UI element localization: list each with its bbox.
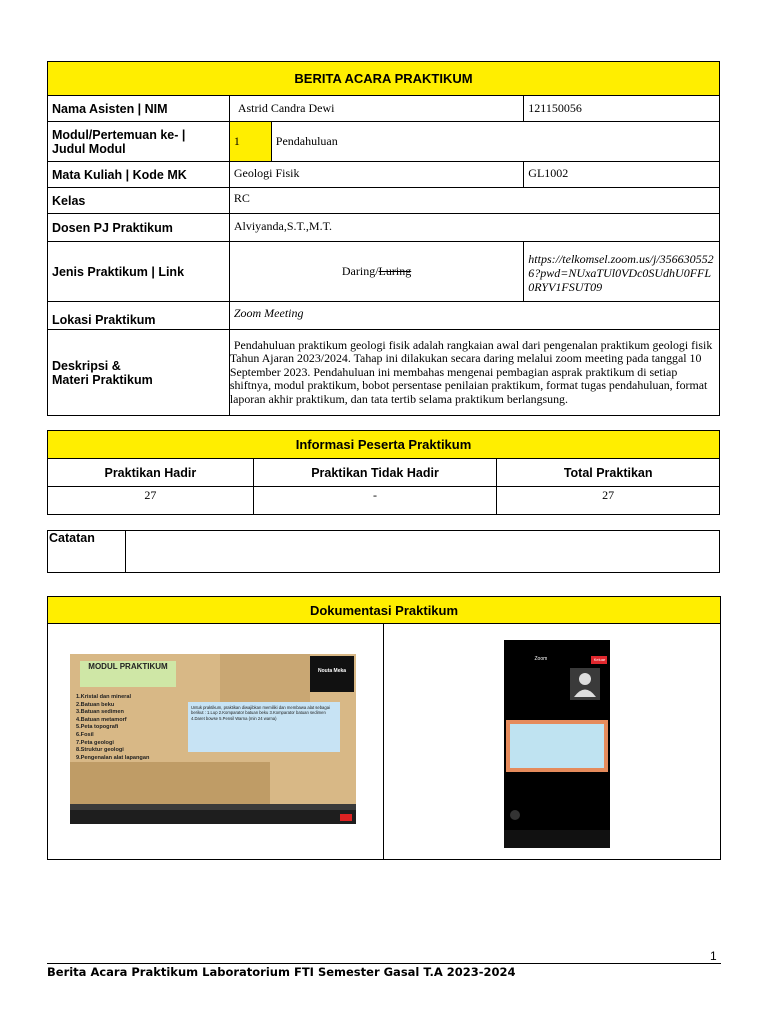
jenis-label: Jenis Praktikum | Link [48,242,230,302]
documentation-cell-2 [384,624,721,860]
kelas-label: Kelas [48,188,230,214]
dosen-value: Alviyanda,S.T.,M.T. [229,214,719,242]
modul-label-line2: Judul Modul [52,141,126,156]
zoom-screenshot-desktop [70,654,356,824]
user-icon [570,668,600,700]
slide-list-item: 7.Peta geologi [76,739,114,746]
report-title: BERITA ACARA PRAKTIKUM [48,62,720,96]
matkul-code: GL1002 [524,162,720,188]
zoom-toolbar [70,810,356,824]
matkul-label: Mata Kuliah | Kode MK [48,162,230,188]
asisten-name: Astrid Candra Dewi [229,96,523,122]
pen-icon [510,810,520,820]
report-table [47,61,720,416]
dosen-label: Dosen PJ Praktikum [48,214,230,242]
leave-button: Keluar [591,656,607,664]
zoom-label: Zoom [534,656,548,662]
header-total: Total Praktikan [497,459,720,487]
slide-list-item: 6.Fosil [76,731,94,738]
footer-text: Berita Acara Praktikum Laboratorium FTI Semester Gasal T.A 2023-2024 [47,965,516,979]
end-meeting-button [340,814,352,821]
peserta-title: Informasi Peserta Praktikum [48,431,720,459]
jenis-link[interactable]: https://telkomsel.zoom.us/j/3566305526?pwd=NUxaTUl0VDc0SUdhU0FFL0RYV1FSUT09 [524,242,720,302]
modul-label-line1: Modul/Pertemuan ke- | [52,127,186,142]
jenis-luring: Luring [378,264,412,278]
jenis-mode [229,242,523,302]
catatan-value[interactable] [125,531,719,573]
participant-tile [310,656,354,692]
slide-title: MODUL PRAKTIKUM [80,661,176,687]
status-bar [504,640,610,650]
modul-title: Pendahuluan [271,122,719,162]
slide-list-item: 5.Peta topografi [76,724,119,731]
lokasi-label: Lokasi Praktikum [48,302,230,330]
slide-list-item: 4.Batuan metamorf [76,716,127,723]
deskripsi-value: Pendahuluan praktikum geologi fisik adalah rangkaian awal dari pengenalan praktikum geologi fisik Tahun Ajaran 2023/2024. Tahap ini dilakukan secara daring melalui zoom meeting pada tanggal 10 September 2023. Pendahuluan ini membahas mengenai pembagian asprak praktikum di setiap shiftnya, modul praktikum, bobot persentase penilaian praktikum, format tugas pendahuluan, format laporan akhir praktikum, dan tata tertib selama praktikum berlangsung. [229,330,719,416]
documentation-cell-1 [48,624,384,860]
slide-list-item: 2.Batuan beku [76,701,115,708]
header-tidak-hadir: Praktikan Tidak Hadir [253,459,497,487]
footer-divider [47,963,721,964]
deskripsi-label-line1: Deskripsi & [52,358,121,373]
slide-list-item: 3.Batuan sedimen [76,709,124,716]
catatan-label: Catatan [48,531,126,573]
value-tidak-hadir: - [253,487,497,515]
mobile-toolbar [504,830,610,848]
slide-list-item: 8.Struktur geologi [76,747,124,754]
header-hadir: Praktikan Hadir [48,459,254,487]
catatan-table [47,530,720,573]
value-total: 27 [497,487,720,515]
kelas-value: RC [229,188,719,214]
shared-slide [506,720,608,772]
peserta-table [47,430,720,515]
modul-label [48,122,230,162]
participant-name: Nouta Meka [317,668,347,674]
avatar [570,668,600,700]
asisten-label: Nama Asisten | NIM [48,96,230,122]
slide-list-item: 1.Kristal dan mineral [76,694,132,700]
value-hadir: 27 [48,487,254,515]
slide-list [76,694,149,762]
asisten-nim: 121150056 [524,96,720,122]
modul-number: 1 [229,122,271,162]
dokumentasi-table [47,596,721,860]
slide-info-box: Untuk praktikum, praktikan diwajibkan memiliki dan membawa alat sebagai berikut : 1.Lup 2.Komparator batuan beku 3.Komparator batuan sedimen 4.Daret bowse 5.Pensil Warna (min 24 warna) [188,702,340,752]
zoom-screenshot-mobile [504,640,610,848]
deskripsi-label-line2: Materi Praktikum [52,372,153,387]
jenis-daring: Daring/ [341,264,379,278]
dokumentasi-title: Dokumentasi Praktikum [48,597,721,624]
slide-list-item: 9.Pengenalan alat lapangan [76,754,150,761]
matkul-name: Geologi Fisik [229,162,523,188]
lokasi-value: Zoom Meeting [229,302,719,330]
page-number: 1 [710,949,717,963]
deskripsi-label [48,330,230,416]
